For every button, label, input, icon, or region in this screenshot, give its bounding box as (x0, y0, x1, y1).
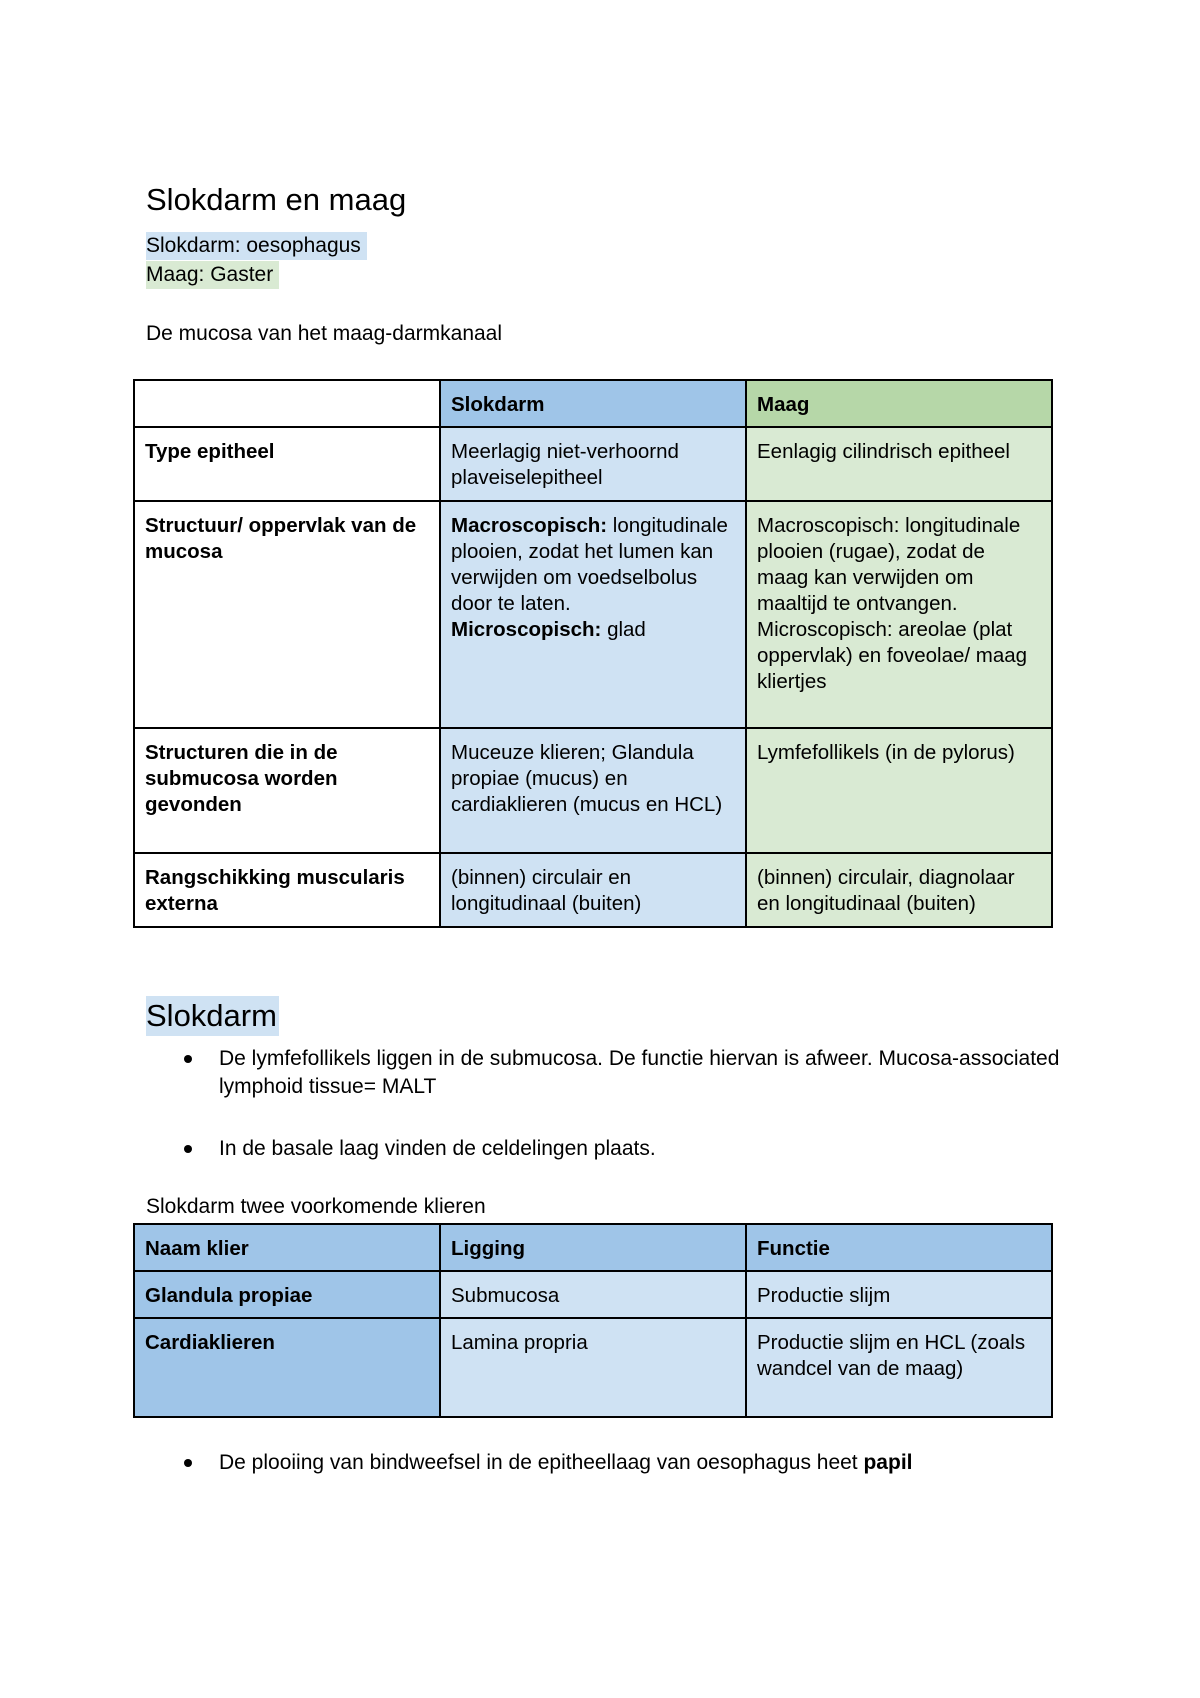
table-header-row (134, 380, 1052, 427)
bullet-list (146, 1449, 1089, 1477)
bullet-text: De plooiing van bindweefsel in de epitheellaag van oesophagus heet (219, 1451, 864, 1474)
bullet-icon (184, 1459, 192, 1467)
cell-naam: Glandula propiae (134, 1271, 440, 1318)
table-row (134, 853, 1052, 927)
section-heading: Slokdarm (146, 996, 279, 1036)
bullet-text: De lymfefollikels liggen in de submucosa. De functie hiervan is afweer. Mucosa-associated lymphoid tissue= MALT (219, 1047, 1060, 1098)
bullet-list (146, 1135, 1089, 1163)
cell-naam: Cardiaklieren (134, 1318, 440, 1417)
table-row (134, 728, 1052, 853)
cell-maag: Eenlagig cilindrisch epitheel (746, 427, 1052, 501)
header-empty-cell (134, 380, 440, 427)
cell-functie: Productie slijm (746, 1271, 1052, 1318)
bullet-icon (184, 1055, 192, 1063)
bullet-bold-term: papil (863, 1451, 913, 1474)
header-naam-klier: Naam klier (134, 1224, 440, 1271)
list-item (146, 1135, 1089, 1163)
row-label: Structuur/ oppervlak van de mucosa (134, 501, 440, 728)
cell-maag: Macroscopisch: longitudinale plooien (rugae), zodat de maag kan verwijden om maaltijd te ontvangen. Microscopisch: areolae (plat oppervlak) en foveolae/ maag kliertjes (746, 501, 1052, 728)
table-row (134, 427, 1052, 501)
micro-text: glad (607, 618, 646, 641)
cell-maag: Lymfefollikels (in de pylorus) (746, 728, 1052, 853)
table-caption: Slokdarm twee voorkomende klieren (146, 1195, 486, 1218)
list-item (146, 1045, 1089, 1101)
cell-slokdarm: Meerlagig niet-verhoornd plaveiselepitheel (440, 427, 746, 501)
page-title: Slokdarm en maag (146, 182, 407, 217)
cell-slokdarm: (binnen) circulair en longitudinaal (buiten) (440, 853, 746, 927)
micro-label: Microscopisch: (451, 618, 602, 641)
cell-functie: Productie slijm en HCL (zoals wandcel van de maag) (746, 1318, 1052, 1417)
macro-text: longitudinale plooien, zodat het lumen kan verwijden om voedselbolus door te laten. (451, 514, 728, 615)
cell-ligging: Submucosa (440, 1271, 746, 1318)
table-row (134, 1318, 1052, 1417)
table-row (134, 1271, 1052, 1318)
cell-slokdarm (440, 501, 746, 728)
intro-text: De mucosa van het maag-darmkanaal (146, 322, 503, 345)
table-header-row (134, 1224, 1052, 1271)
subtitle-maag: Maag: Gaster (146, 261, 279, 289)
mucosa-comparison-table (133, 379, 1053, 928)
cell-slokdarm: Muceuze klieren; Glandula propiae (mucus) en cardiaklieren (mucus en HCL) (440, 728, 746, 853)
table-row (134, 501, 1052, 728)
glands-table (133, 1223, 1053, 1418)
bullet-icon (184, 1145, 192, 1153)
subtitle-slokdarm: Slokdarm: oesophagus (146, 232, 367, 260)
row-label: Rangschikking muscularis externa (134, 853, 440, 927)
bullet-text: In de basale laag vinden de celdelingen plaats. (219, 1137, 656, 1160)
list-item (146, 1449, 1089, 1477)
macro-label: Macroscopisch: (451, 514, 608, 537)
bullet-list (146, 1045, 1089, 1101)
header-maag: Maag (746, 380, 1052, 427)
header-slokdarm: Slokdarm (440, 380, 746, 427)
cell-ligging: Lamina propria (440, 1318, 746, 1417)
row-label: Type epitheel (134, 427, 440, 501)
row-label: Structuren die in de submucosa worden gevonden (134, 728, 440, 853)
header-ligging: Ligging (440, 1224, 746, 1271)
cell-maag: (binnen) circulair, diagnolaar en longitudinaal (buiten) (746, 853, 1052, 927)
header-functie: Functie (746, 1224, 1052, 1271)
